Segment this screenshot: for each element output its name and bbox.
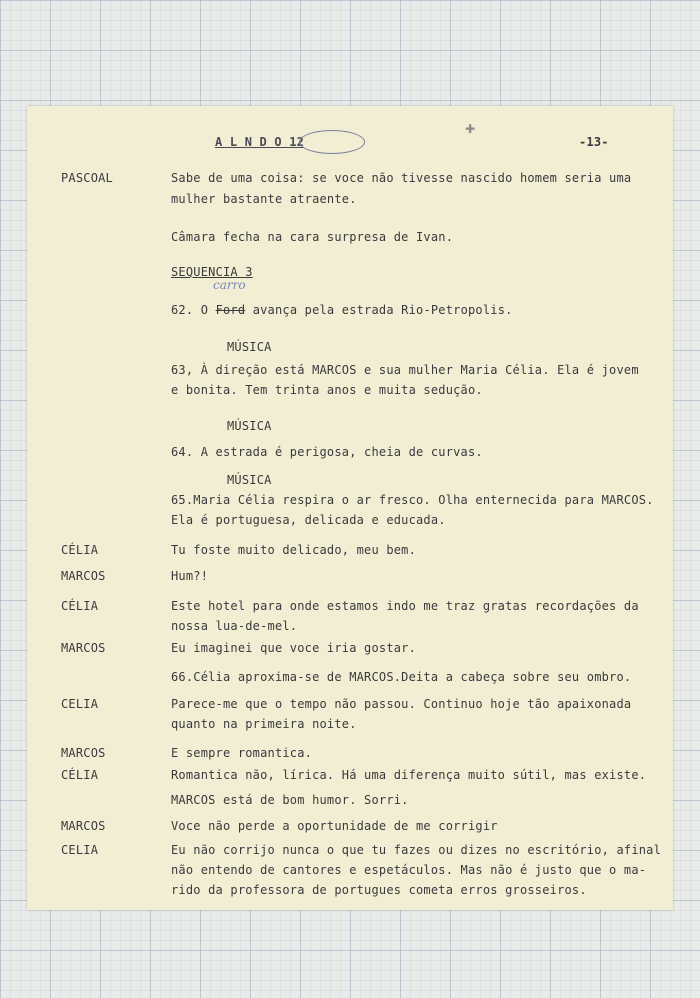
speaker-label: MARCOS	[61, 569, 106, 583]
scene-line-63: 63, À direção está MARCOS e sua mulher Maria Célia. Ela é jovem	[171, 363, 639, 377]
dialogue-line: rido da professora de portugues cometa erros grosseiros.	[171, 883, 587, 897]
sequence-heading: SEQUENCIA 3	[171, 265, 253, 279]
scene-line: e bonita. Tem trinta anos e muita sedução.	[171, 383, 483, 397]
dialogue-line: quanto na primeira noite.	[171, 717, 357, 731]
speaker-label: MARCOS	[61, 819, 106, 833]
speaker-label: CÉLIA	[61, 768, 99, 782]
handwritten-correction: carro	[213, 278, 246, 292]
dialogue-line: Sabe de uma coisa: se voce não tivesse nascido homem seria uma	[171, 171, 632, 185]
scene-line-66: 66.Célia aproxima-se de MARCOS.Deita a cabeça sobre seu ombro.	[171, 670, 632, 684]
scene-line-64: 64. A estrada é perigosa, cheia de curvas.	[171, 445, 483, 459]
speaker-label: MARCOS	[61, 746, 106, 760]
speaker-label: CÉLIA	[61, 599, 99, 613]
music-cue: MÚSICA	[227, 473, 272, 487]
dialogue-line: não entendo de cantores e espetáculos. Mas não é justo que o ma-	[171, 863, 647, 877]
speaker-label: PASCOAL	[61, 171, 113, 185]
speaker-label: CÉLIA	[61, 543, 99, 557]
scene-line-62	[171, 300, 513, 320]
dialogue-line: Tu foste muito delicado, meu bem.	[171, 543, 417, 557]
action-line: Câmara fecha na cara surpresa de Ivan.	[171, 230, 454, 244]
music-cue: MÚSICA	[227, 340, 272, 354]
scene-line-65: 65.Maria Célia respira o ar fresco. Olha enternecida para MARCOS.	[171, 493, 654, 507]
scene-line: Ela é portuguesa, delicada e educada.	[171, 513, 446, 527]
dialogue-line: Parece-me que o tempo não passou. Continuo hoje tão apaixonada	[171, 697, 632, 711]
script-page	[27, 106, 673, 910]
struck-word: Ford	[215, 303, 246, 317]
cross-mark-icon: ✚	[464, 122, 476, 136]
speaker-label: CELIA	[61, 843, 99, 857]
page-header-title: A L N D O 12	[215, 135, 305, 149]
speaker-label: CELIA	[61, 697, 99, 711]
music-cue: MÚSICA	[227, 419, 272, 433]
dialogue-line: Hum?!	[171, 569, 209, 583]
page-number: -13-	[579, 135, 609, 149]
action-line: MARCOS está de bom humor. Sorri.	[171, 793, 409, 807]
dialogue-line: Voce não perde a oportunidade de me corrigir	[171, 819, 498, 833]
dialogue-line: E sempre romantica.	[171, 746, 313, 760]
scene-text-prefix: 62. O	[171, 303, 216, 317]
dialogue-line: mulher bastante atraente.	[171, 192, 357, 206]
dialogue-line: Eu não corrijo nunca o que tu fazes ou dizes no escritório, afinal	[171, 843, 662, 857]
dialogue-line: Eu imaginei que voce iria gostar.	[171, 641, 417, 655]
speaker-label: MARCOS	[61, 641, 106, 655]
scene-text-suffix: avança pela estrada Rio-Petropolis.	[245, 303, 513, 317]
dialogue-line: nossa lua-de-mel.	[171, 619, 298, 633]
circled-number-mark	[299, 130, 365, 154]
dialogue-line: Este hotel para onde estamos indo me traz gratas recordações da	[171, 599, 639, 613]
dialogue-line: Romantica não, lírica. Há uma diferença muito sútil, mas existe.	[171, 768, 647, 782]
